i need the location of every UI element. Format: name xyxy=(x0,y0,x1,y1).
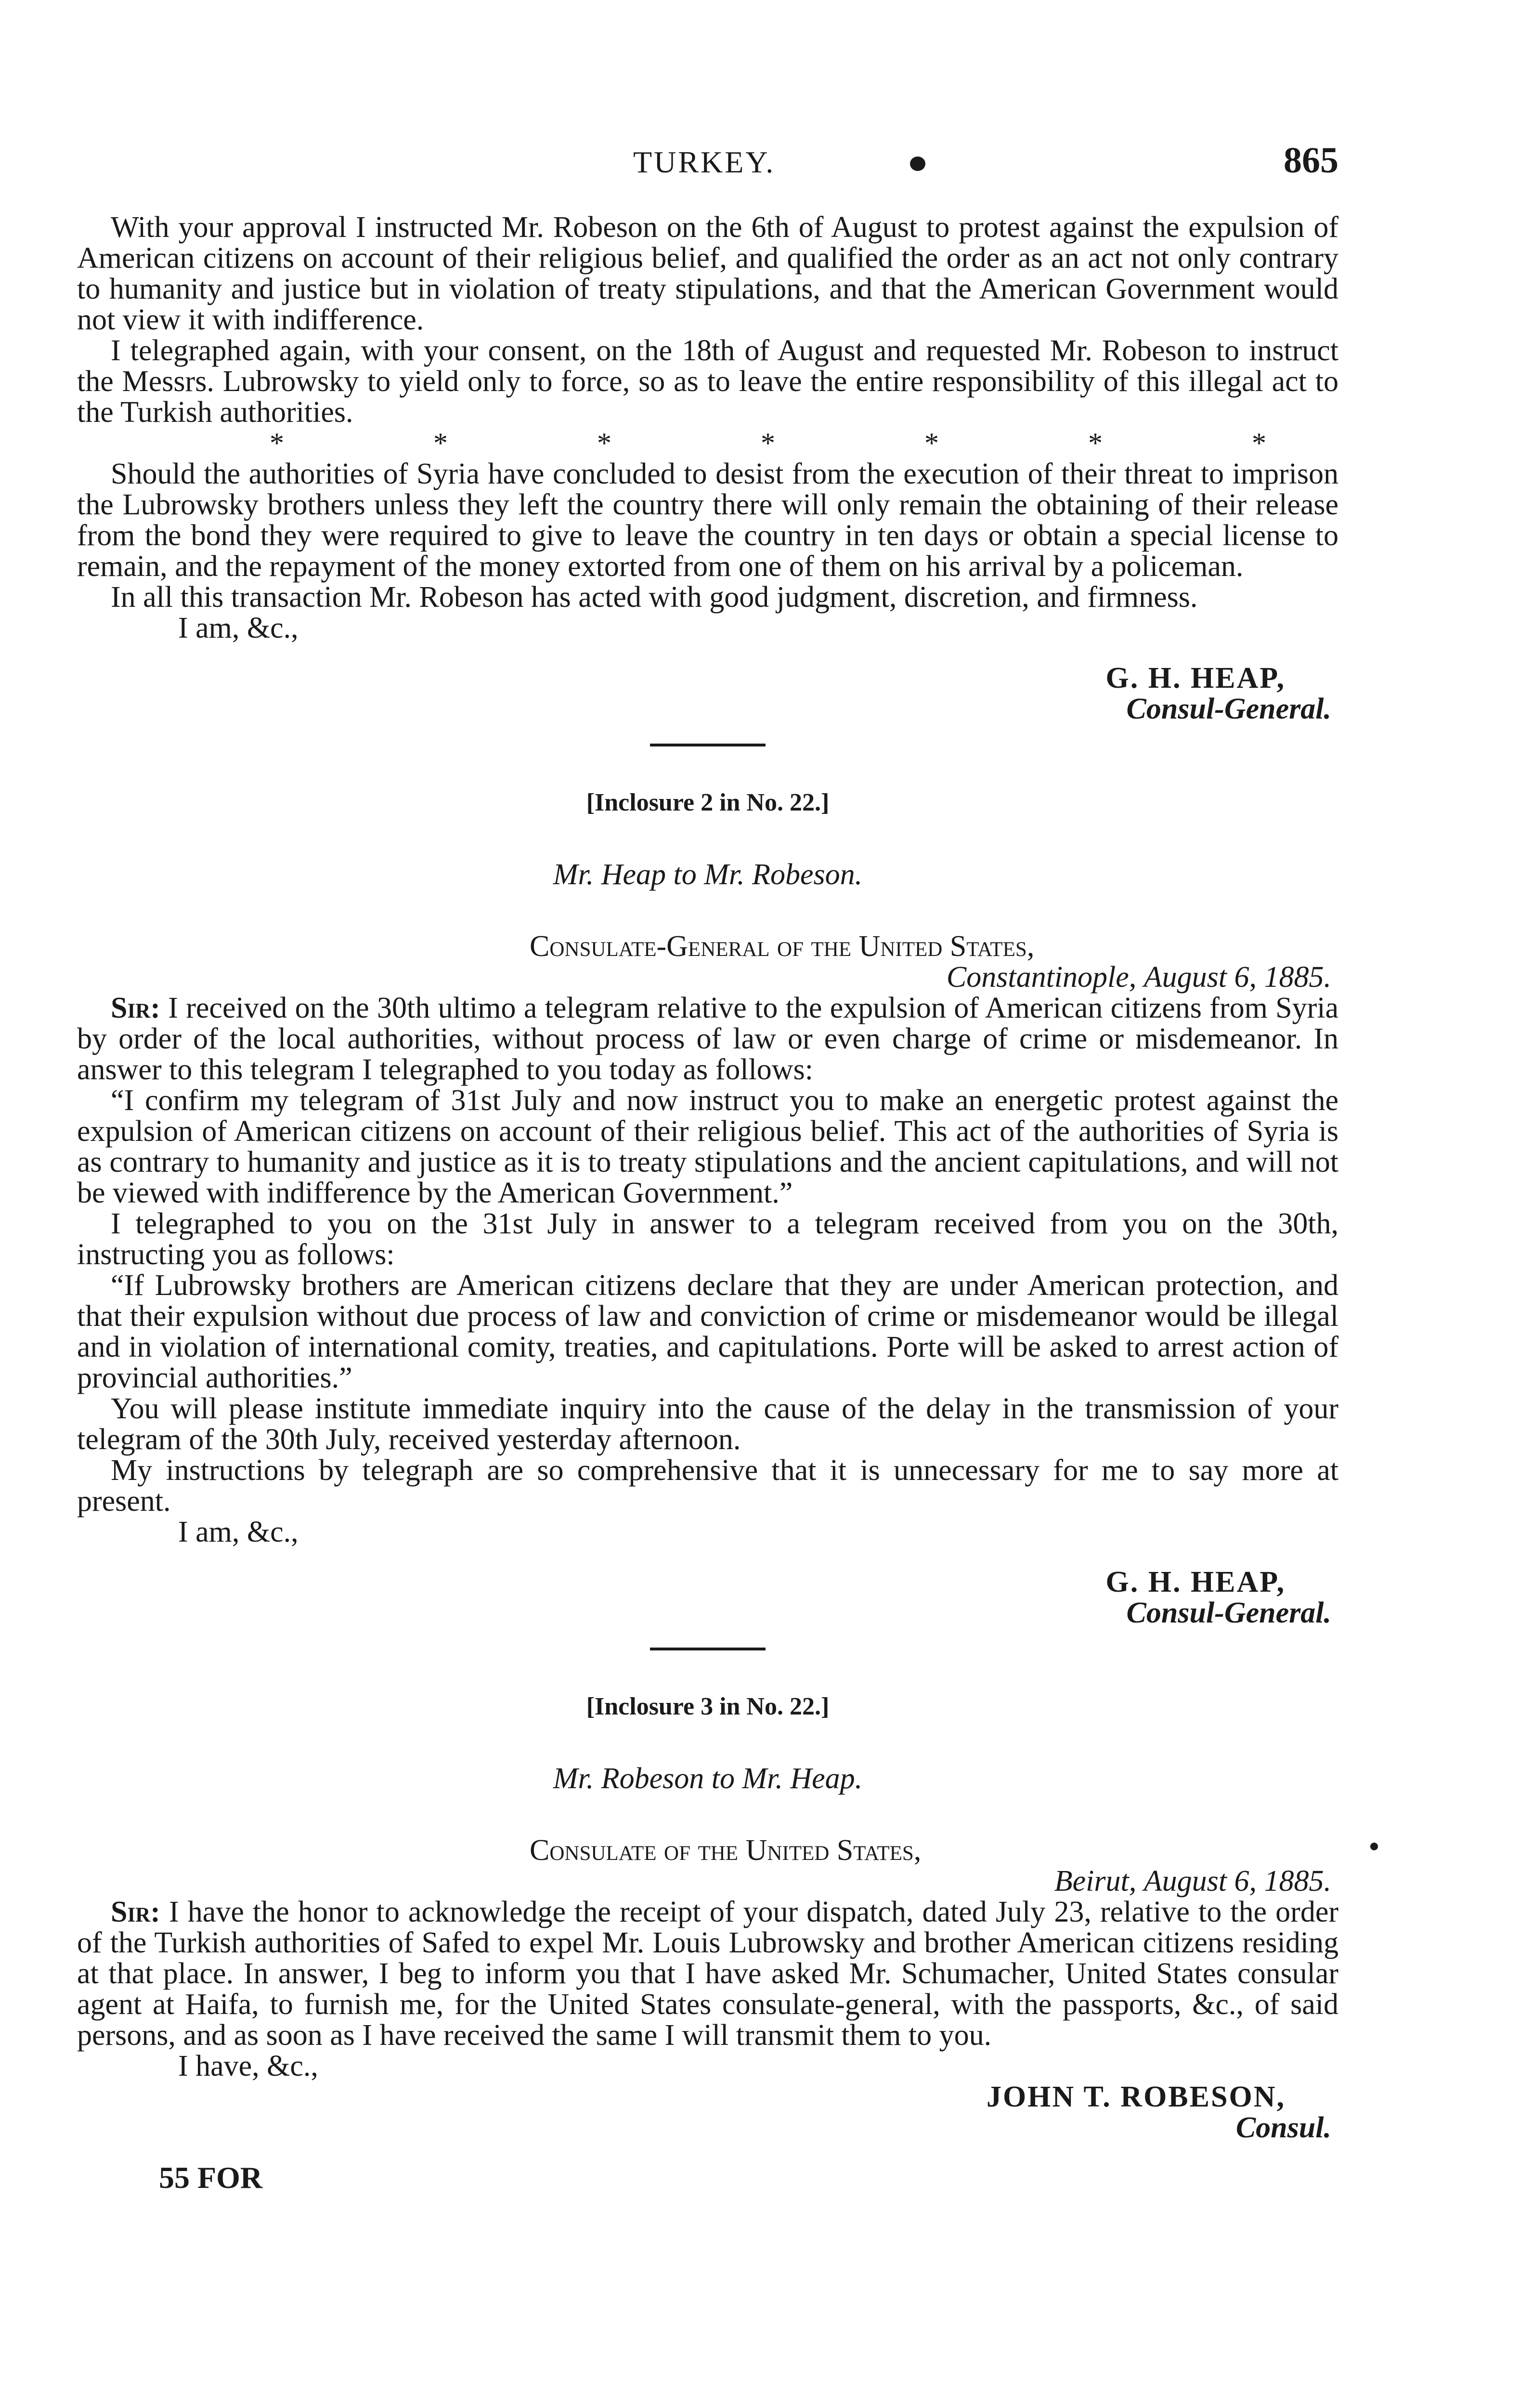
closing: I am, &c., xyxy=(178,612,299,644)
place-date xyxy=(77,1866,1338,1897)
signature-title: Consul. xyxy=(1235,2111,1331,2144)
paragraph xyxy=(77,1897,1338,2051)
paragraph: In all this transaction Mr. Robeson has acted with good judgment, discretion, and firmness. xyxy=(111,581,1198,614)
place: Constantinople, xyxy=(946,961,1137,994)
place-date xyxy=(77,962,1338,993)
signature: G. H. HEAP, xyxy=(1105,662,1286,694)
date: August 6, 1885. xyxy=(1143,1865,1331,1898)
paragraph: With your approval I instructed Mr. Robeson on the 6th of August to protest against the expulsion of American citizens on account of their religious belief, and qualified the order as an act not only contrary to humanity and justice but in violation of treaty stipulations, and that the American Government would not view it with indifference. xyxy=(77,211,1338,336)
paragraph: I telegraphed to you on the 31st July in answer to a telegram received from you on the 30th, instructing you as follows: xyxy=(77,1207,1338,1271)
signature: G. H. HEAP, xyxy=(1105,1566,1286,1598)
page-header xyxy=(77,140,1338,188)
inclosure-heading: [Inclosure 3 in No. 22.] xyxy=(586,1693,830,1720)
inclosure-heading: [Inclosure 2 in No. 22.] xyxy=(586,789,830,816)
correspondents-line: Mr. Heap to Mr. Robeson. xyxy=(553,858,863,891)
star: * xyxy=(924,427,939,459)
paragraph: Should the authorities of Syria have concluded to desist from the execution of their threat to imprison the Lubrowsky brothers unless they left the country there will only remain the obtaining of their release from the bond they were required to give to leave the country in ten days or obtain a special license to remain, and the repayment of the money extorted from one of them on his arrival by a policeman. xyxy=(77,458,1338,583)
office-line: Consulate of the United States, xyxy=(530,1834,922,1867)
star: * xyxy=(597,427,611,459)
ellipsis-stars xyxy=(77,428,1338,458)
signature-title: Consul-General. xyxy=(1126,1597,1331,1629)
quoted-telegram: “I confirm my telegram of 31st July and now instruct you to make an energetic protest against the expulsion of American citizens on account of their religious belief. This act of the authorities of Syria is as contrary to humanity and justice as it is to treaty stipulations and the ancient capitulations, and will not be viewed with indifference by the American Government.” xyxy=(77,1084,1338,1209)
paragraph xyxy=(77,993,1338,1085)
paragraph: I telegraphed again, with your consent, on the 18th of August and requested Mr. Robeson to instruct the Messrs. Lubrowsky to yield only to force, so as to leave the entire responsibility of this illegal act to the Turkish authorities. xyxy=(77,334,1338,429)
letter-heap-continued xyxy=(77,212,1338,724)
paragraph-text: I have the honor to acknowledge the receipt of your dispatch, dated July 23, relative to the order of the Turkish authorities of Safed to expel Mr. Louis Lubrowsky and brother American citizens residing at that place. In answer, I beg to inform you that I have asked Mr. Schumacher, United States consular agent at Haifa, to furnish me, for the United States consulate-general, with the passports, &c., of said persons, and as soon as I have received the same I will transmit them to you. xyxy=(77,1896,1338,2052)
quoted-telegram: “If Lubrowsky brothers are American citizens declare that they are under American protection, and that their expulsion without due process of law and conviction of crime or misdemeanor would be illegal and in violation of international comity, treaties, and capitulations. Porte will be asked to arrest action of provincial authorities.” xyxy=(77,1269,1338,1394)
star: * xyxy=(270,427,284,459)
paragraph: My instructions by telegraph are so comprehensive that it is unnecessary for me to say more at present. xyxy=(77,1454,1338,1518)
salutation: Sir: xyxy=(111,1896,160,1928)
closing: I am, &c., xyxy=(178,1516,299,1548)
salutation: Sir: xyxy=(111,992,160,1024)
page-body xyxy=(77,212,1338,2193)
ink-blot xyxy=(910,157,925,171)
ink-speck xyxy=(1370,1843,1378,1850)
running-head: TURKEY. xyxy=(633,145,776,179)
place: Beirut, xyxy=(1054,1865,1137,1898)
printer-signature-mark: 55 FOR xyxy=(159,2160,263,2195)
star: * xyxy=(433,427,448,459)
inclosure-3 xyxy=(77,1691,1338,2143)
paragraph-text: I received on the 30th ultimo a telegram relative to the expulsion of American citizens from Syria by order of the local authorities, without process of law or even charge of crime or misdemeanor. In answer to this telegram I telegraphed to you today as follows: xyxy=(77,992,1339,1086)
star: * xyxy=(1252,427,1266,459)
signature: JOHN T. ROBESON, xyxy=(986,2081,1286,2113)
star: * xyxy=(761,427,775,459)
paragraph: You will please institute immediate inquiry into the cause of the delay in the transmission of your telegram of the 30th July, received yesterday afternoon. xyxy=(77,1392,1338,1456)
inclosure-2 xyxy=(77,787,1338,1628)
signature-title: Consul-General. xyxy=(1126,693,1331,725)
page-number: 865 xyxy=(1284,140,1338,181)
correspondents-line: Mr. Robeson to Mr. Heap. xyxy=(553,1762,863,1795)
date: August 6, 1885. xyxy=(1143,961,1331,994)
star: * xyxy=(1088,427,1103,459)
office-line: Consulate-General of the United States, xyxy=(530,930,1035,963)
closing: I have, &c., xyxy=(178,2050,318,2082)
